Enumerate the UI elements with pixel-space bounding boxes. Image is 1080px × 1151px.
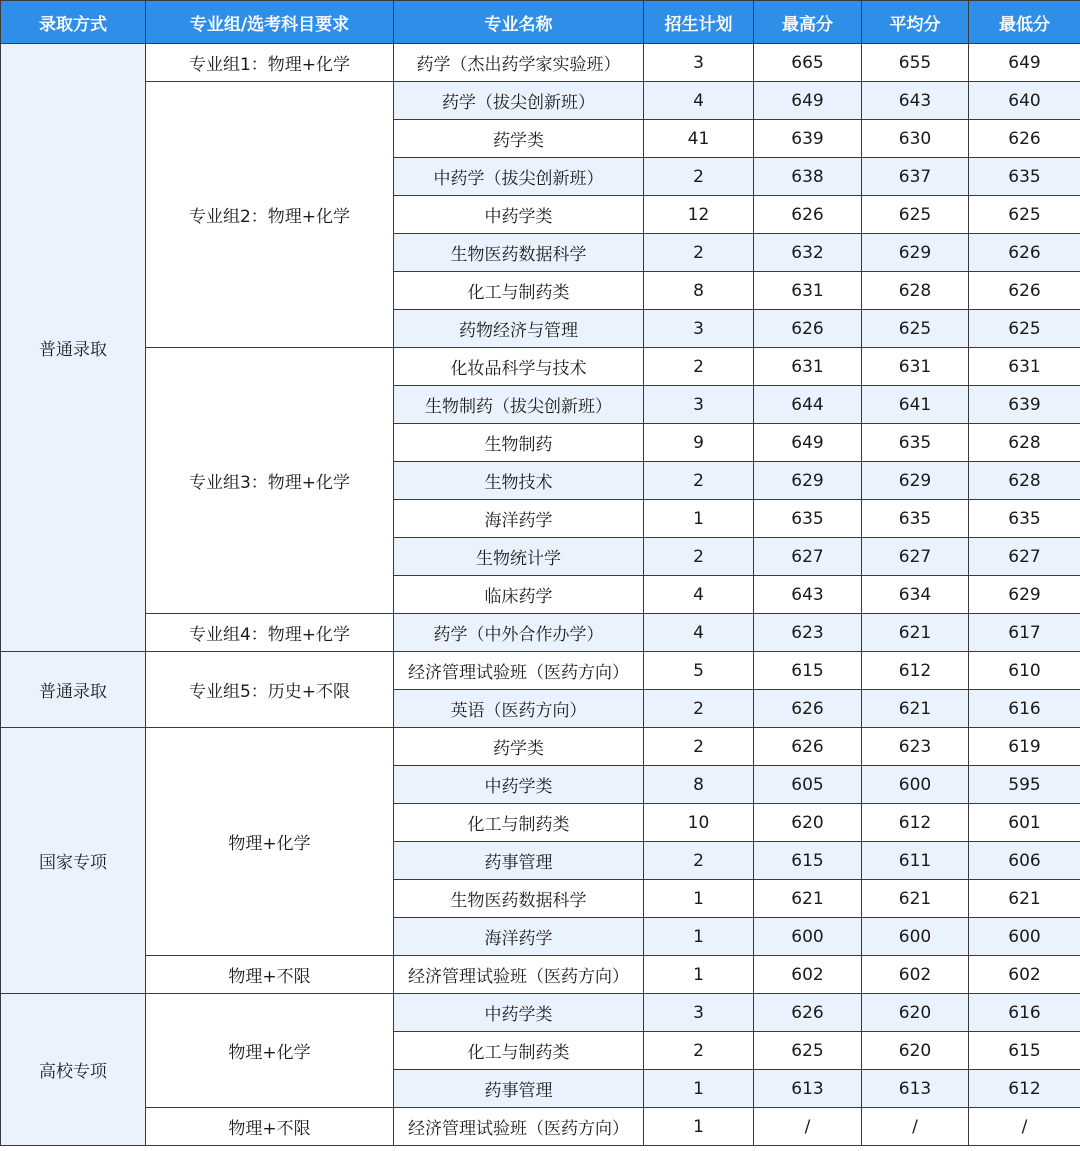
max-score-cell: 626 [754, 728, 862, 766]
avg-score-cell: 621 [862, 614, 969, 652]
enrollment-plan-cell: 2 [644, 1032, 754, 1070]
max-score-cell: 629 [754, 462, 862, 500]
max-score-cell: 600 [754, 918, 862, 956]
min-score-cell: 635 [969, 500, 1080, 538]
enrollment-plan-cell: 3 [644, 386, 754, 424]
group-requirement-cell: 专业组4：物理+化学 [146, 614, 394, 652]
major-name-cell: 生物医药数据科学 [394, 880, 644, 918]
enrollment-plan-cell: 2 [644, 462, 754, 500]
avg-score-cell: 643 [862, 82, 969, 120]
table-row [1, 994, 1080, 1032]
avg-score-cell: 635 [862, 424, 969, 462]
major-name-cell: 生物医药数据科学 [394, 234, 644, 272]
max-score-cell: 632 [754, 234, 862, 272]
enrollment-plan-cell: 41 [644, 120, 754, 158]
enrollment-plan-cell: 1 [644, 918, 754, 956]
min-score-cell: 612 [969, 1070, 1080, 1108]
major-name-cell: 化工与制药类 [394, 272, 644, 310]
major-name-cell: 经济管理试验班（医药方向） [394, 1108, 644, 1146]
table-header-row [1, 1, 1080, 44]
avg-score-cell: 611 [862, 842, 969, 880]
major-name-cell: 生物技术 [394, 462, 644, 500]
avg-score-cell: 621 [862, 880, 969, 918]
major-name-cell: 生物制药（拔尖创新班） [394, 386, 644, 424]
min-score-cell: 601 [969, 804, 1080, 842]
admission-method-cell: 高校专项 [1, 994, 146, 1146]
max-score-cell: 605 [754, 766, 862, 804]
min-score-cell: 610 [969, 652, 1080, 690]
table-row [1, 44, 1080, 82]
max-score-cell: 627 [754, 538, 862, 576]
table-row [1, 614, 1080, 652]
min-score-cell: 635 [969, 158, 1080, 196]
max-score-cell: 615 [754, 842, 862, 880]
major-name-cell: 生物统计学 [394, 538, 644, 576]
min-score-cell: 625 [969, 196, 1080, 234]
max-score-cell: 626 [754, 196, 862, 234]
max-score-cell: 626 [754, 310, 862, 348]
major-name-cell: 药事管理 [394, 1070, 644, 1108]
enrollment-plan-cell: 3 [644, 44, 754, 82]
avg-score-cell: 631 [862, 348, 969, 386]
enrollment-plan-cell: 1 [644, 1108, 754, 1146]
avg-score-cell: 620 [862, 1032, 969, 1070]
avg-score-cell: 630 [862, 120, 969, 158]
avg-score-cell: / [862, 1108, 969, 1146]
major-name-cell: 药学类 [394, 728, 644, 766]
min-score-cell: 627 [969, 538, 1080, 576]
group-requirement-cell: 物理+化学 [146, 728, 394, 956]
header-admission-method: 录取方式 [1, 1, 146, 44]
max-score-cell: 626 [754, 690, 862, 728]
major-name-cell: 化工与制药类 [394, 1032, 644, 1070]
major-name-cell: 生物制药 [394, 424, 644, 462]
min-score-cell: 600 [969, 918, 1080, 956]
min-score-cell: 621 [969, 880, 1080, 918]
major-name-cell: 药学（拔尖创新班） [394, 82, 644, 120]
min-score-cell: 602 [969, 956, 1080, 994]
table-row [1, 348, 1080, 386]
enrollment-plan-cell: 2 [644, 234, 754, 272]
group-requirement-cell: 专业组2：物理+化学 [146, 82, 394, 348]
min-score-cell: 615 [969, 1032, 1080, 1070]
min-score-cell: 616 [969, 690, 1080, 728]
table-row [1, 82, 1080, 120]
major-name-cell: 经济管理试验班（医药方向） [394, 652, 644, 690]
avg-score-cell: 613 [862, 1070, 969, 1108]
max-score-cell: 625 [754, 1032, 862, 1070]
table-body [1, 44, 1080, 1146]
enrollment-plan-cell: 4 [644, 576, 754, 614]
admission-method-cell: 普通录取 [1, 44, 146, 652]
group-requirement-cell: 专业组5：历史+不限 [146, 652, 394, 728]
max-score-cell: 615 [754, 652, 862, 690]
min-score-cell: / [969, 1108, 1080, 1146]
min-score-cell: 595 [969, 766, 1080, 804]
max-score-cell: 639 [754, 120, 862, 158]
avg-score-cell: 600 [862, 766, 969, 804]
major-name-cell: 化工与制药类 [394, 804, 644, 842]
avg-score-cell: 612 [862, 804, 969, 842]
enrollment-plan-cell: 2 [644, 690, 754, 728]
max-score-cell: 638 [754, 158, 862, 196]
max-score-cell: 649 [754, 82, 862, 120]
enrollment-plan-cell: 1 [644, 880, 754, 918]
max-score-cell: 623 [754, 614, 862, 652]
max-score-cell: 613 [754, 1070, 862, 1108]
header-major-name: 专业名称 [394, 1, 644, 44]
max-score-cell: / [754, 1108, 862, 1146]
avg-score-cell: 602 [862, 956, 969, 994]
max-score-cell: 635 [754, 500, 862, 538]
max-score-cell: 649 [754, 424, 862, 462]
enrollment-plan-cell: 2 [644, 158, 754, 196]
min-score-cell: 629 [969, 576, 1080, 614]
avg-score-cell: 629 [862, 234, 969, 272]
major-name-cell: 临床药学 [394, 576, 644, 614]
avg-score-cell: 635 [862, 500, 969, 538]
enrollment-plan-cell: 4 [644, 614, 754, 652]
major-name-cell: 海洋药学 [394, 500, 644, 538]
avg-score-cell: 625 [862, 310, 969, 348]
avg-score-cell: 628 [862, 272, 969, 310]
avg-score-cell: 620 [862, 994, 969, 1032]
enrollment-plan-cell: 12 [644, 196, 754, 234]
enrollment-plan-cell: 3 [644, 994, 754, 1032]
major-name-cell: 英语（医药方向） [394, 690, 644, 728]
major-name-cell: 海洋药学 [394, 918, 644, 956]
max-score-cell: 644 [754, 386, 862, 424]
major-name-cell: 药学类 [394, 120, 644, 158]
min-score-cell: 625 [969, 310, 1080, 348]
enrollment-plan-cell: 3 [644, 310, 754, 348]
avg-score-cell: 623 [862, 728, 969, 766]
avg-score-cell: 625 [862, 196, 969, 234]
enrollment-plan-cell: 9 [644, 424, 754, 462]
min-score-cell: 631 [969, 348, 1080, 386]
enrollment-plan-cell: 1 [644, 500, 754, 538]
avg-score-cell: 637 [862, 158, 969, 196]
enrollment-plan-cell: 8 [644, 766, 754, 804]
admission-method-cell: 国家专项 [1, 728, 146, 994]
group-requirement-cell: 物理+不限 [146, 956, 394, 994]
avg-score-cell: 627 [862, 538, 969, 576]
enrollment-plan-cell: 10 [644, 804, 754, 842]
major-name-cell: 药事管理 [394, 842, 644, 880]
group-requirement-cell: 专业组1：物理+化学 [146, 44, 394, 82]
admission-method-cell: 普通录取 [1, 652, 146, 728]
enrollment-plan-cell: 1 [644, 956, 754, 994]
avg-score-cell: 621 [862, 690, 969, 728]
header-min-score: 最低分 [969, 1, 1080, 44]
min-score-cell: 617 [969, 614, 1080, 652]
major-name-cell: 中药学类 [394, 766, 644, 804]
max-score-cell: 620 [754, 804, 862, 842]
max-score-cell: 631 [754, 272, 862, 310]
avg-score-cell: 600 [862, 918, 969, 956]
enrollment-plan-cell: 8 [644, 272, 754, 310]
table-row [1, 728, 1080, 766]
major-name-cell: 经济管理试验班（医药方向） [394, 956, 644, 994]
major-name-cell: 中药学（拔尖创新班） [394, 158, 644, 196]
major-name-cell: 中药学类 [394, 196, 644, 234]
min-score-cell: 606 [969, 842, 1080, 880]
enrollment-plan-cell: 2 [644, 538, 754, 576]
min-score-cell: 628 [969, 424, 1080, 462]
avg-score-cell: 629 [862, 462, 969, 500]
max-score-cell: 665 [754, 44, 862, 82]
enrollment-plan-cell: 5 [644, 652, 754, 690]
header-group-requirement: 专业组/选考科目要求 [146, 1, 394, 44]
table-row [1, 652, 1080, 690]
min-score-cell: 619 [969, 728, 1080, 766]
major-name-cell: 药学（中外合作办学） [394, 614, 644, 652]
min-score-cell: 626 [969, 272, 1080, 310]
group-requirement-cell: 物理+不限 [146, 1108, 394, 1146]
min-score-cell: 626 [969, 234, 1080, 272]
avg-score-cell: 612 [862, 652, 969, 690]
header-max-score: 最高分 [754, 1, 862, 44]
group-requirement-cell: 专业组3：物理+化学 [146, 348, 394, 614]
header-enrollment-plan: 招生计划 [644, 1, 754, 44]
max-score-cell: 602 [754, 956, 862, 994]
min-score-cell: 616 [969, 994, 1080, 1032]
major-name-cell: 药学（杰出药学家实验班） [394, 44, 644, 82]
min-score-cell: 628 [969, 462, 1080, 500]
avg-score-cell: 634 [862, 576, 969, 614]
major-name-cell: 中药学类 [394, 994, 644, 1032]
max-score-cell: 631 [754, 348, 862, 386]
table-row [1, 1108, 1080, 1146]
group-requirement-cell: 物理+化学 [146, 994, 394, 1108]
enrollment-plan-cell: 4 [644, 82, 754, 120]
avg-score-cell: 641 [862, 386, 969, 424]
enrollment-plan-cell: 2 [644, 842, 754, 880]
max-score-cell: 621 [754, 880, 862, 918]
enrollment-plan-cell: 1 [644, 1070, 754, 1108]
table-row [1, 956, 1080, 994]
header-avg-score: 平均分 [862, 1, 969, 44]
major-name-cell: 药物经济与管理 [394, 310, 644, 348]
enrollment-plan-cell: 2 [644, 348, 754, 386]
min-score-cell: 626 [969, 120, 1080, 158]
major-name-cell: 化妆品科学与技术 [394, 348, 644, 386]
max-score-cell: 643 [754, 576, 862, 614]
max-score-cell: 626 [754, 994, 862, 1032]
avg-score-cell: 655 [862, 44, 969, 82]
min-score-cell: 649 [969, 44, 1080, 82]
min-score-cell: 639 [969, 386, 1080, 424]
min-score-cell: 640 [969, 82, 1080, 120]
enrollment-plan-cell: 2 [644, 728, 754, 766]
